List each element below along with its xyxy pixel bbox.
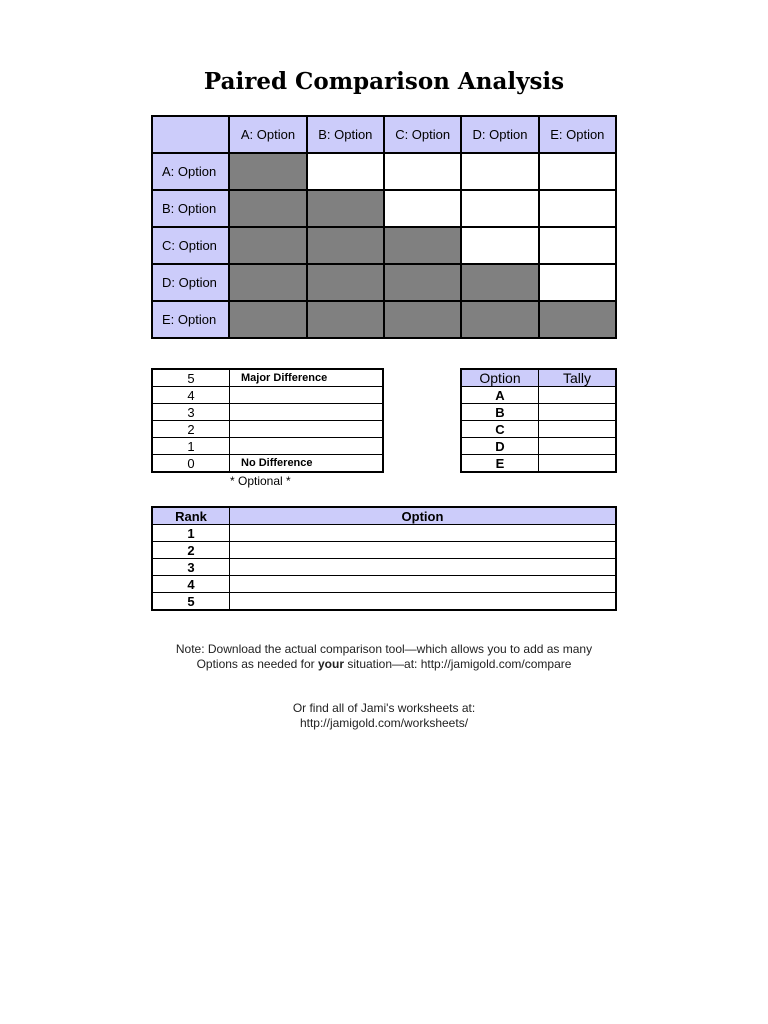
scale-value: 3 xyxy=(152,404,230,421)
rank-header: Option xyxy=(230,507,617,525)
scale-value: 0 xyxy=(152,455,230,473)
matrix-blocked-cell xyxy=(307,264,384,301)
matrix-input-cell[interactable] xyxy=(539,153,616,190)
scale-label: No Difference xyxy=(230,455,384,473)
matrix-blocked-cell xyxy=(461,264,538,301)
scale-value: 4 xyxy=(152,387,230,404)
rank-table xyxy=(151,506,617,611)
matrix-row xyxy=(152,153,616,190)
matrix-input-cell[interactable] xyxy=(539,227,616,264)
scale-row xyxy=(152,404,383,421)
matrix-input-cell[interactable] xyxy=(539,190,616,227)
rank-number: 2 xyxy=(152,542,230,559)
note-line-2 xyxy=(0,657,768,672)
tally-cell[interactable] xyxy=(539,404,617,421)
rank-option-cell[interactable] xyxy=(230,576,617,593)
matrix-input-cell[interactable] xyxy=(384,190,461,227)
rank-row xyxy=(152,559,616,576)
matrix-blocked-cell xyxy=(229,264,306,301)
tally-header: Tally xyxy=(539,369,617,387)
matrix-row xyxy=(152,301,616,338)
matrix-row-header: E: Option xyxy=(152,301,229,338)
matrix-blocked-cell xyxy=(307,190,384,227)
tally-cell[interactable] xyxy=(539,387,617,404)
download-note xyxy=(0,642,768,672)
comparison-matrix xyxy=(151,115,617,339)
matrix-blocked-cell xyxy=(307,301,384,338)
scale-value: 5 xyxy=(152,369,230,387)
matrix-blocked-cell xyxy=(384,264,461,301)
matrix-blocked-cell xyxy=(229,153,306,190)
matrix-input-cell[interactable] xyxy=(307,153,384,190)
scale-row xyxy=(152,438,383,455)
worksheets-link[interactable]: http://jamigold.com/worksheets/ xyxy=(299,716,469,730)
rank-row xyxy=(152,525,616,542)
tally-header: Option xyxy=(461,369,539,387)
matrix-blocked-cell xyxy=(384,227,461,264)
optional-note: * Optional * xyxy=(230,474,291,488)
scale-row xyxy=(152,387,383,404)
matrix-input-cell[interactable] xyxy=(384,153,461,190)
rank-number: 1 xyxy=(152,525,230,542)
matrix-col-header: A: Option xyxy=(229,116,306,153)
matrix-blocked-cell xyxy=(307,227,384,264)
matrix-blocked-cell xyxy=(229,190,306,227)
difference-scale-table xyxy=(151,368,384,473)
rank-option-cell[interactable] xyxy=(230,593,617,611)
rank-number: 4 xyxy=(152,576,230,593)
scale-label[interactable] xyxy=(230,404,384,421)
tally-option: B xyxy=(461,404,539,421)
note-line-3: Or find all of Jami's worksheets at: xyxy=(292,701,476,715)
note-line-1: Note: Download the actual comparison tool—which allows you to add as many xyxy=(175,642,593,656)
matrix-input-cell[interactable] xyxy=(539,264,616,301)
matrix-row-header: C: Option xyxy=(152,227,229,264)
matrix-col-header: B: Option xyxy=(307,116,384,153)
scale-value: 2 xyxy=(152,421,230,438)
matrix-blocked-cell xyxy=(539,301,616,338)
matrix-header-row xyxy=(152,116,616,153)
matrix-row-header: D: Option xyxy=(152,264,229,301)
rank-row xyxy=(152,542,616,559)
note-line-2-post: situation—at: http://jamigold.com/compare xyxy=(344,657,572,671)
tally-cell[interactable] xyxy=(539,421,617,438)
matrix-input-cell[interactable] xyxy=(461,227,538,264)
tally-cell[interactable] xyxy=(539,438,617,455)
matrix-row-header: A: Option xyxy=(152,153,229,190)
note-line-2-pre: Options as needed for xyxy=(196,657,318,671)
scale-row xyxy=(152,369,383,387)
tally-header-row xyxy=(461,369,616,387)
matrix-col-header: C: Option xyxy=(384,116,461,153)
matrix-blocked-cell xyxy=(229,301,306,338)
tally-row xyxy=(461,387,616,404)
note-line-2-bold: your xyxy=(317,657,344,671)
tally-option: A xyxy=(461,387,539,404)
scale-row xyxy=(152,455,383,473)
matrix-corner-cell xyxy=(152,116,229,153)
matrix-row xyxy=(152,227,616,264)
rank-number: 5 xyxy=(152,593,230,611)
matrix-input-cell[interactable] xyxy=(461,190,538,227)
rank-option-cell[interactable] xyxy=(230,542,617,559)
tally-option: C xyxy=(461,421,539,438)
rank-option-cell[interactable] xyxy=(230,525,617,542)
tally-row xyxy=(461,421,616,438)
matrix-blocked-cell xyxy=(461,301,538,338)
matrix-blocked-cell xyxy=(229,227,306,264)
worksheets-note xyxy=(0,701,768,731)
matrix-col-header: D: Option xyxy=(461,116,538,153)
tally-option: E xyxy=(461,455,539,473)
tally-option: D xyxy=(461,438,539,455)
rank-header-row xyxy=(152,507,616,525)
matrix-input-cell[interactable] xyxy=(461,153,538,190)
matrix-blocked-cell xyxy=(384,301,461,338)
scale-label[interactable] xyxy=(230,387,384,404)
scale-value: 1 xyxy=(152,438,230,455)
scale-label[interactable] xyxy=(230,421,384,438)
matrix-row-header: B: Option xyxy=(152,190,229,227)
tally-table xyxy=(460,368,617,473)
rank-number: 3 xyxy=(152,559,230,576)
page-title: Paired Comparison Analysis xyxy=(203,68,565,95)
tally-row xyxy=(461,438,616,455)
scale-row xyxy=(152,421,383,438)
scale-label: Major Difference xyxy=(230,369,384,387)
rank-option-cell[interactable] xyxy=(230,559,617,576)
tally-row xyxy=(461,404,616,421)
tally-cell[interactable] xyxy=(539,455,617,473)
rank-row xyxy=(152,576,616,593)
matrix-row xyxy=(152,190,616,227)
rank-header: Rank xyxy=(152,507,230,525)
rank-row xyxy=(152,593,616,611)
scale-label[interactable] xyxy=(230,438,384,455)
matrix-col-header: E: Option xyxy=(539,116,616,153)
matrix-row xyxy=(152,264,616,301)
tally-row xyxy=(461,455,616,473)
